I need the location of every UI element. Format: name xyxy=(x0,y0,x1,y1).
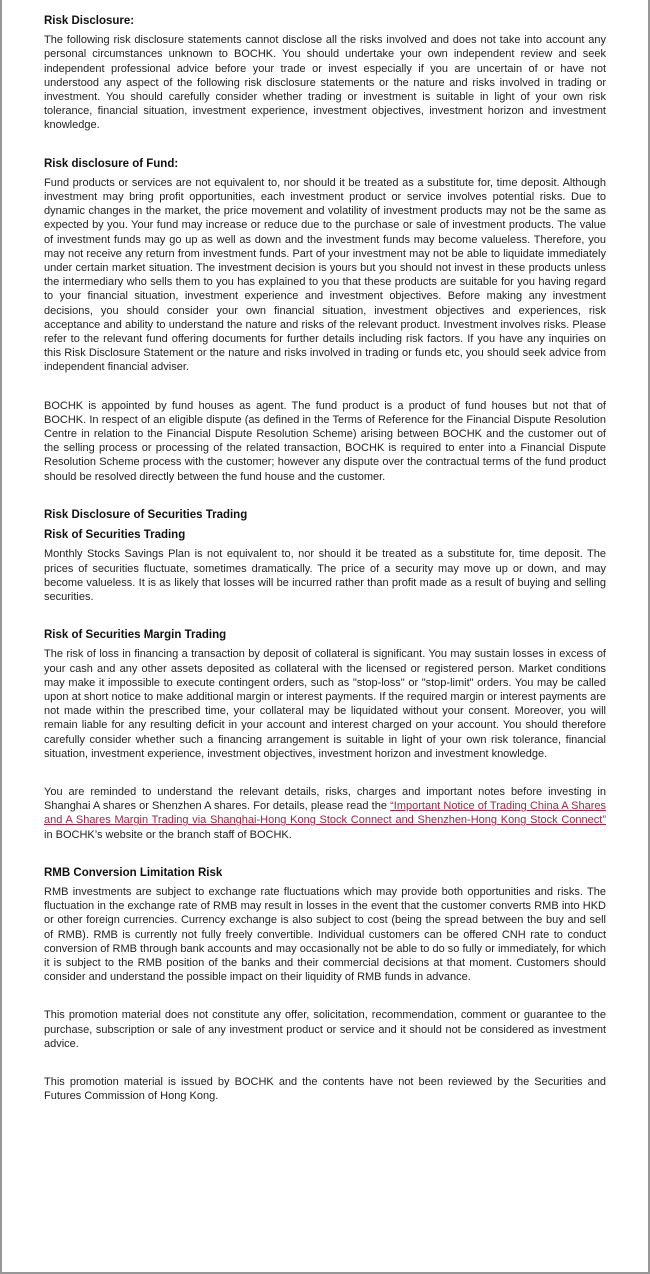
section-heading-securities-trading: Risk Disclosure of Securities Trading xyxy=(44,508,248,521)
promo-disclaimer-paragraph: This promotion material does not constitute any offer, solicitation, recommendation, comment or guarantee to the purchase, subscription or sale of any investment product or service and it should not be considered as investment advice. xyxy=(44,1009,606,1050)
section-heading-risk-disclosure: Risk Disclosure: xyxy=(44,15,135,27)
fund-risk-paragraph: Fund products or services are not equivalent to, nor should it be treated as a substitute for, time deposit. Although investment may bring profit opportunities, each investment product or service involves potential risks. Due to dynamic changes in the market, the price movement and volatility of investment products may not be the same as expected by you. Your fund may increase or reduce due to the purchase or sale of investment products. The value of investment funds may go up as well as down and the investment funds may become valueless. Therefore, you may not receive any return from investment funds. Part of your investment may not be able to liquidate immediately under certain market situation. The investment decision is yours but you should not invest in these products unless the intermediary who sells them to you has explained to you that these products are suitable for you having regard to your financial situation, investment experience and investment objectives. Before making any investment decisions, you should consider your own financial situation, investment objectives and experiences, risk acceptance and ability to understand the nature and risks of the relevant product. Investment involves risks. Please refer to the relevant fund offering documents for further details including risk factors. If you have any inquiries on this Risk Disclosure Statement or the nature and risks involved in trading or funds etc, you should seek advice from independent financial adviser. xyxy=(44,176,606,374)
subheading-risk-of-securities-trading: Risk of Securities Trading xyxy=(44,529,186,542)
reminder-text-post: in BOCHK’s website or the branch staff of BOCHK. xyxy=(44,828,292,841)
risk-disclosure-document xyxy=(2,0,648,1103)
securities-trading-paragraph: Monthly Stocks Savings Plan is not equivalent to, nor should it be treated as a substitute for, time deposit. The prices of securities fluctuate, sometimes dramatically. The price of a security may move up or down, and may become valueless. It is as likely that losses will be incurred rather than profit made as a result of buying and selling securities. xyxy=(44,548,606,603)
fund-agent-paragraph: BOCHK is appointed by fund houses as agent. The fund product is a product of fund houses but not that of BOCHK. In respect of an eligible dispute (as defined in the Terms of Reference for the Financial Dispute Resolution Centre in relation to the Financial Dispute Resolution Scheme) arising between BOCHK and the customer out of the selling process or processing of the related transaction, BOCHK is required to enter into a Financial Dispute Resolution Scheme process with the customer; however any dispute over the contractual terms of the fund product should be resolved directly between the fund house and the customer. xyxy=(44,399,606,483)
margin-trading-paragraph: The risk of loss in financing a transaction by deposit of collateral is significant. You may sustain losses in excess of your cash and any other assets deposited as collateral with the licensed or registered person. Market conditions may make it impossible to execute contingent orders, such as "stop-loss" or "stop-limit" orders. You may be called upon at short notice to make additional margin or interest payments. If the required margin or interest payments are not made within the prescribed time, your collateral may be liquidated without your consent. Moreover, you will remain liable for any resulting deficit in your account and interest charged on your account. You should therefore carefully consider whether such a financing arrangement is suitable in light of your own risk tolerance, financial situation, investment experience, investment objectives, investment horizon and investment knowledge. xyxy=(44,648,606,760)
risk-disclosure-paragraph: The following risk disclosure statements cannot disclose all the risks involved and does not take into account any personal circumstances unknown to BOCHK. You should undertake your own independent review and seek independent professional advice before your trade or invest especially if you are uncertain of or have not understood any aspect of the following risk disclosure statements or the nature and risks involved in trading or investment. You should carefully consider whether trading or investment is suitable in light of your own risk tolerance, financial situation, investment experience, investment objectives, investment horizon and investment knowledge. xyxy=(44,34,606,132)
stock-connect-reminder-paragraph xyxy=(44,785,606,842)
reminder-text-pre: You are reminded to understand the relevant details, risks, charges and important notes before investing in Shanghai A shares or Shenzhen A shares. For details, please read the xyxy=(44,785,606,813)
section-heading-fund: Risk disclosure of Fund: xyxy=(44,157,179,170)
section-heading-margin-trading: Risk of Securities Margin Trading xyxy=(44,629,227,642)
stock-connect-notice-link[interactable]: “Important Notice of Trading China A Shares and A Shares Margin Trading via Shanghai-Hong Kong Stock Connect and Shenzhen-Hong Kong Stock Connect” xyxy=(44,800,606,827)
section-heading-rmb-conversion: RMB Conversion Limitation Risk xyxy=(44,866,223,879)
rmb-conversion-paragraph: RMB investments are subject to exchange rate fluctuations which may provide both opportunities and risks. The fluctuation in the exchange rate of RMB may result in losses in the event that the customer converts RMB into HKD or other foreign currencies. Currency exchange is also subject to cost (being the spread between the buy and sell of RMB). RMB is currently not fully freely convertible. Individual customers can be offered CNH rate to conduct conversion of RMB through bank accounts and may occasionally not be able to do so fully or immediately, for which it is subject to the RMB position of the banks and their commercial decisions at that moment. Customers should consider and understand the possible impact on their liquidity of RMB funds in advance. xyxy=(44,885,606,984)
issuer-note-paragraph: This promotion material is issued by BOCHK and the contents have not been reviewed by the Securities and Futures Commission of Hong Kong. xyxy=(44,1075,606,1103)
